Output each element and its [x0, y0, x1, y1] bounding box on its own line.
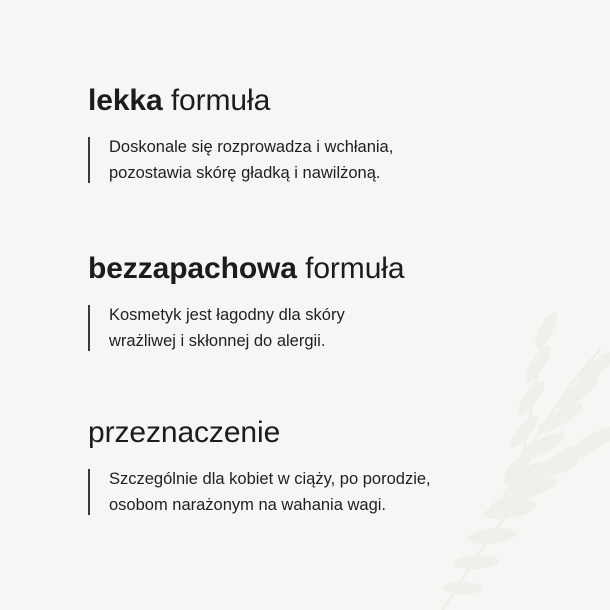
- vertical-rule: [88, 305, 90, 351]
- feature-description-line: pozostawia skórę gładką i nawilżoną.: [109, 164, 381, 183]
- feature-body: [88, 134, 558, 187]
- feature-section-bezzapachowa-formula: [88, 252, 558, 355]
- feature-heading-bold: lekka: [88, 84, 163, 117]
- vertical-rule: [88, 469, 90, 515]
- feature-heading: [88, 416, 558, 450]
- feature-heading: [88, 252, 558, 286]
- feature-description-line: Kosmetyk jest łagodny dla skóry: [109, 305, 345, 324]
- feature-body: [88, 302, 558, 355]
- feature-heading-rest: formuła: [162, 84, 271, 117]
- feature-heading: [88, 84, 558, 118]
- feature-section-lekka-formula: [88, 84, 558, 187]
- feature-section-przeznaczenie: [88, 416, 558, 519]
- feature-heading-rest: formuła: [296, 252, 405, 285]
- feature-description-line: wrażliwej i skłonnej do alergii.: [109, 332, 326, 351]
- feature-description: [109, 466, 558, 519]
- feature-heading-rest: przeznaczenie: [88, 416, 281, 449]
- feature-description: [109, 302, 558, 355]
- feature-heading-bold: bezzapachowa: [88, 252, 297, 285]
- feature-description-line: Doskonale się rozprowadza i wchłania,: [109, 137, 394, 156]
- feature-description-line: Szczególnie dla kobiet w ciąży, po porodzie,: [109, 469, 431, 488]
- vertical-rule: [88, 137, 90, 183]
- feature-description-line: osobom narażonym na wahania wagi.: [109, 496, 386, 515]
- feature-description: [109, 134, 558, 187]
- feature-body: [88, 466, 558, 519]
